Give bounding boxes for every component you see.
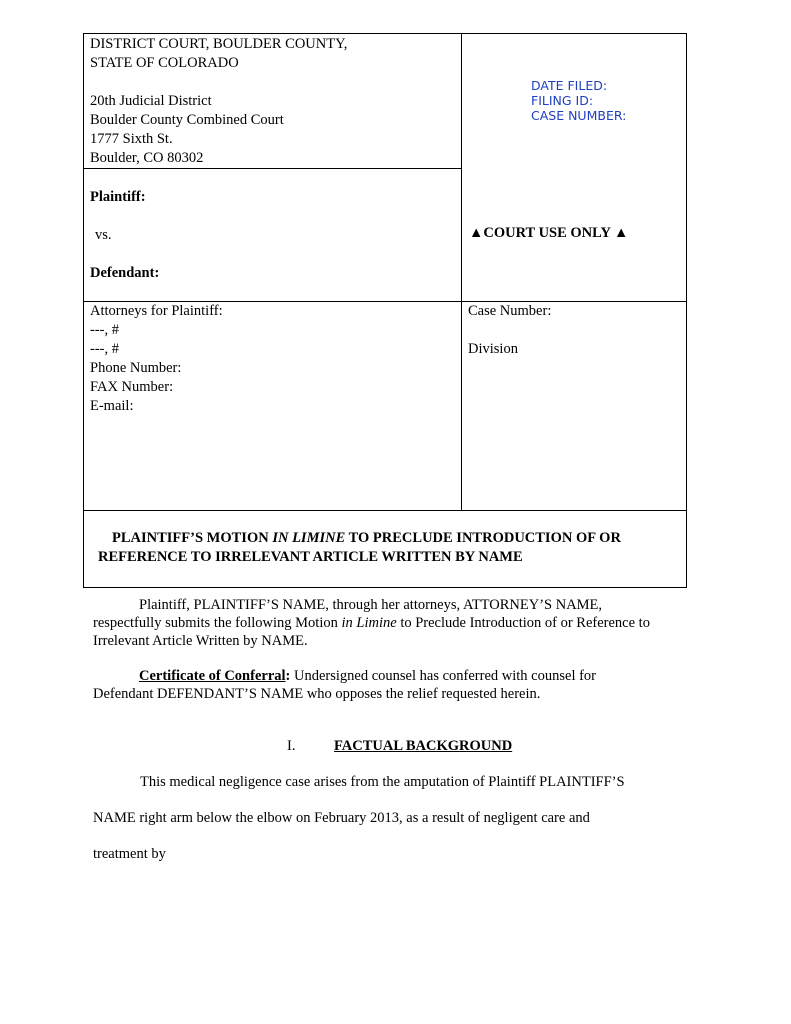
efile-case-number-label: CASE NUMBER: xyxy=(531,108,627,123)
title-part3: TO PRECLUDE INTRODUCTION OF OR xyxy=(345,530,621,546)
attorneys-heading: Attorneys for Plaintiff: xyxy=(90,303,223,319)
court-street: 1777 Sixth St. xyxy=(90,131,173,147)
court-name-line2: STATE OF COLORADO xyxy=(90,55,239,71)
division-label: Division xyxy=(468,341,518,357)
case-number-label: Case Number: xyxy=(468,303,552,319)
court-name-line1: DISTRICT COURT, BOULDER COUNTY, xyxy=(90,36,348,52)
phone-label: Phone Number: xyxy=(90,360,182,376)
title-in-limine: IN LIMINE xyxy=(272,530,346,546)
conferral-line1: Undersigned counsel has conferred with counsel for xyxy=(290,668,597,684)
intro-line2a: respectfully submits the following Motion xyxy=(93,615,342,631)
efiling-stamp xyxy=(531,78,626,123)
fax-label: FAX Number: xyxy=(90,379,174,395)
judicial-district: 20th Judicial District xyxy=(90,93,212,109)
court-building: Boulder County Combined Court xyxy=(90,112,284,128)
intro-paragraph xyxy=(93,596,697,650)
court-city: Boulder, CO 80302 xyxy=(90,150,204,166)
email-label: E-mail: xyxy=(90,398,134,414)
caption-table xyxy=(83,33,687,588)
attorney-info-cell xyxy=(84,302,462,511)
vs-label: vs. xyxy=(95,227,112,243)
background-line1: This medical negligence case arises from the amputation of Plaintiff PLAINTIFF’S xyxy=(140,774,625,790)
title-line2: REFERENCE TO IRRELEVANT ARTICLE WRITTEN BY NAME xyxy=(98,549,523,565)
plaintiff-label: Plaintiff: xyxy=(90,189,146,205)
defendant-label: Defendant: xyxy=(90,265,160,281)
attorney-line-1: ---, # xyxy=(90,322,119,338)
section-number: I. xyxy=(287,738,296,754)
parties-cell xyxy=(84,169,462,302)
background-line2: NAME right arm below the elbow on February 2013, as a result of negligent care and xyxy=(93,810,590,826)
intro-line3: Irrelevant Article Written by NAME. xyxy=(93,633,308,649)
motion-title xyxy=(98,529,686,567)
conferral-paragraph xyxy=(93,667,697,703)
title-part1: PLAINTIFF’S MOTION xyxy=(112,530,273,546)
motion-title-cell xyxy=(84,511,687,588)
intro-line2b: to Preclude Introduction of or Reference to xyxy=(396,615,650,631)
background-line3: treatment by xyxy=(93,846,166,862)
attorney-line-2: ---, # xyxy=(90,341,119,357)
conferral-line2: Defendant DEFENDANT’S NAME who opposes the relief requested herein. xyxy=(93,686,541,702)
intro-in-limine: in Limine xyxy=(341,615,397,631)
court-use-only-label: ▲COURT USE ONLY ▲ xyxy=(469,225,629,241)
case-info-cell xyxy=(462,302,687,511)
court-use-cell xyxy=(462,34,687,302)
date-filed-label: DATE FILED: xyxy=(531,78,608,93)
section-title: FACTUAL BACKGROUND xyxy=(334,738,513,754)
conferral-label: Certificate of Conferral xyxy=(139,668,286,684)
filing-id-label: FILING ID: xyxy=(531,93,594,108)
court-info-cell xyxy=(84,34,462,169)
intro-line1: Plaintiff, PLAINTIFF’S NAME, through her attorneys, ATTORNEY’S NAME, xyxy=(139,597,603,613)
conferral-colon: : xyxy=(285,668,291,684)
